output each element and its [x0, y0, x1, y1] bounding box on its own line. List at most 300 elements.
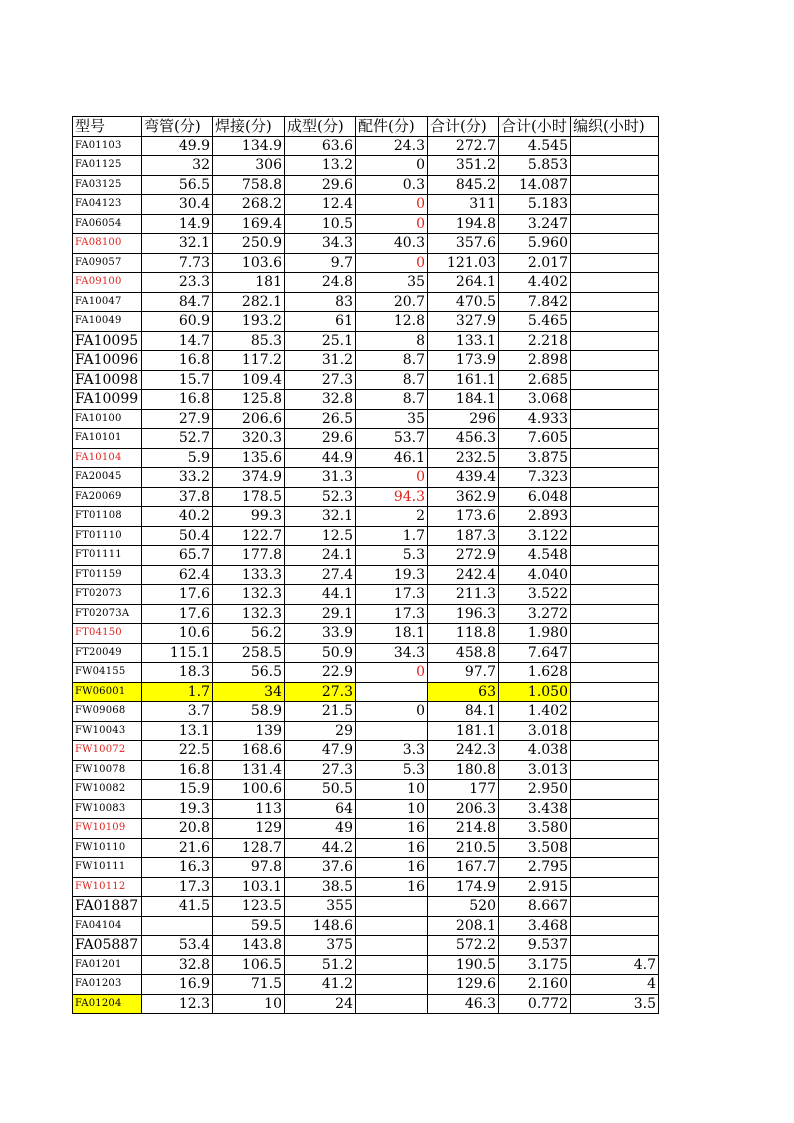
header-weaving-hours: 编织(小时) — [571, 117, 659, 137]
cell-total-hours: 3.438 — [499, 799, 571, 819]
table-row — [73, 195, 659, 215]
cell-total-hours: 2.915 — [499, 877, 571, 897]
table-row — [73, 838, 659, 858]
cell-total-min: 242.3 — [428, 741, 499, 761]
cell-total-min: 181.1 — [428, 721, 499, 741]
cell-parts: 0 — [356, 663, 428, 683]
cell-total-min: 264.1 — [428, 273, 499, 293]
cell-model: FW10072 — [73, 741, 142, 761]
cell-bending: 14.9 — [142, 214, 213, 234]
cell-model: FA01125 — [73, 156, 142, 176]
cell-parts: 16 — [356, 838, 428, 858]
cell-bending: 37.8 — [142, 487, 213, 507]
cell-forming: 29 — [285, 721, 356, 741]
cell-total-min: 242.4 — [428, 565, 499, 585]
cell-total-hours: 7.323 — [499, 468, 571, 488]
cell-model: FA10049 — [73, 312, 142, 332]
cell-total-hours: 3.247 — [499, 214, 571, 234]
cell-total-min: 211.3 — [428, 585, 499, 605]
cell-model: FW10082 — [73, 780, 142, 800]
cell-forming: 32.1 — [285, 507, 356, 527]
cell-total-min: 232.5 — [428, 448, 499, 468]
cell-weaving-hours — [571, 838, 659, 858]
cell-weaving-hours — [571, 682, 659, 702]
cell-model: FW10112 — [73, 877, 142, 897]
cell-model: FA10099 — [73, 390, 142, 410]
cell-parts — [356, 682, 428, 702]
cell-parts: 35 — [356, 273, 428, 293]
table-row — [73, 585, 659, 605]
cell-total-min: 180.8 — [428, 760, 499, 780]
cell-model: FA01204 — [73, 994, 142, 1014]
cell-total-min: 173.9 — [428, 351, 499, 371]
cell-weaving-hours — [571, 877, 659, 897]
cell-bending: 16.8 — [142, 351, 213, 371]
table-row — [73, 546, 659, 566]
cell-bending: 16.3 — [142, 858, 213, 878]
cell-bending: 15.7 — [142, 370, 213, 390]
header-forming: 成型(分) — [285, 117, 356, 137]
cell-total-hours: 3.018 — [499, 721, 571, 741]
cell-welding: 97.8 — [213, 858, 285, 878]
cell-bending: 18.3 — [142, 663, 213, 683]
cell-parts: 0 — [356, 214, 428, 234]
cell-weaving-hours — [571, 292, 659, 312]
cell-bending — [142, 916, 213, 936]
cell-weaving-hours — [571, 721, 659, 741]
cell-total-min: 362.9 — [428, 487, 499, 507]
cell-bending: 33.2 — [142, 468, 213, 488]
cell-welding: 132.3 — [213, 604, 285, 624]
header-total-min: 合计(分) — [428, 117, 499, 137]
cell-bending: 56.5 — [142, 175, 213, 195]
cell-model: FA10095 — [73, 331, 142, 351]
cell-parts: 8 — [356, 331, 428, 351]
cell-bending: 12.3 — [142, 994, 213, 1014]
cell-forming: 44.9 — [285, 448, 356, 468]
cell-weaving-hours — [571, 468, 659, 488]
cell-welding: 100.6 — [213, 780, 285, 800]
cell-welding: 125.8 — [213, 390, 285, 410]
table-row — [73, 897, 659, 917]
cell-parts: 53.7 — [356, 429, 428, 449]
cell-welding: 10 — [213, 994, 285, 1014]
cell-total-min: 173.6 — [428, 507, 499, 527]
cell-bending: 32.8 — [142, 955, 213, 975]
cell-welding: 206.6 — [213, 409, 285, 429]
table-row — [73, 390, 659, 410]
cell-welding: 169.4 — [213, 214, 285, 234]
cell-forming: 31.3 — [285, 468, 356, 488]
cell-forming: 27.3 — [285, 760, 356, 780]
cell-weaving-hours — [571, 136, 659, 156]
cell-welding: 133.3 — [213, 565, 285, 585]
cell-weaving-hours — [571, 663, 659, 683]
cell-model: FA10101 — [73, 429, 142, 449]
cell-weaving-hours: 4 — [571, 975, 659, 995]
cell-weaving-hours — [571, 643, 659, 663]
table-row — [73, 234, 659, 254]
cell-total-hours: 2.160 — [499, 975, 571, 995]
cell-parts: 34.3 — [356, 643, 428, 663]
cell-bending: 115.1 — [142, 643, 213, 663]
cell-total-hours: 9.537 — [499, 936, 571, 956]
cell-total-hours: 4.402 — [499, 273, 571, 293]
cell-bending: 17.3 — [142, 877, 213, 897]
cell-forming: 38.5 — [285, 877, 356, 897]
cell-welding: 282.1 — [213, 292, 285, 312]
cell-weaving-hours — [571, 760, 659, 780]
cell-forming: 50.5 — [285, 780, 356, 800]
cell-total-min: 129.6 — [428, 975, 499, 995]
table-row — [73, 682, 659, 702]
cell-weaving-hours — [571, 799, 659, 819]
cell-model: FA10047 — [73, 292, 142, 312]
cell-forming: 24 — [285, 994, 356, 1014]
table-row — [73, 292, 659, 312]
cell-total-min: 210.5 — [428, 838, 499, 858]
cell-model: FA08100 — [73, 234, 142, 254]
cell-welding: 99.3 — [213, 507, 285, 527]
cell-total-min: 458.8 — [428, 643, 499, 663]
cell-welding: 134.9 — [213, 136, 285, 156]
cell-forming: 375 — [285, 936, 356, 956]
cell-total-hours: 8.667 — [499, 897, 571, 917]
cell-forming: 355 — [285, 897, 356, 917]
cell-bending: 62.4 — [142, 565, 213, 585]
cell-total-hours: 3.013 — [499, 760, 571, 780]
table-row — [73, 526, 659, 546]
cell-model: FA09057 — [73, 253, 142, 273]
cell-total-hours: 3.122 — [499, 526, 571, 546]
cell-model: FA01201 — [73, 955, 142, 975]
cell-weaving-hours — [571, 331, 659, 351]
cell-bending: 21.6 — [142, 838, 213, 858]
cell-welding: 181 — [213, 273, 285, 293]
cell-parts: 19.3 — [356, 565, 428, 585]
cell-weaving-hours — [571, 409, 659, 429]
cell-forming: 27.3 — [285, 682, 356, 702]
cell-welding: 56.5 — [213, 663, 285, 683]
cell-welding: 320.3 — [213, 429, 285, 449]
header-model: 型号 — [73, 117, 142, 137]
cell-total-min: 161.1 — [428, 370, 499, 390]
cell-total-min: 196.3 — [428, 604, 499, 624]
cell-total-hours: 5.465 — [499, 312, 571, 332]
cell-parts: 46.1 — [356, 448, 428, 468]
cell-welding: 268.2 — [213, 195, 285, 215]
cell-forming: 61 — [285, 312, 356, 332]
cell-parts: 10 — [356, 799, 428, 819]
header-parts: 配件(分) — [356, 117, 428, 137]
cell-parts: 16 — [356, 819, 428, 839]
table-row — [73, 351, 659, 371]
cell-total-min: 187.3 — [428, 526, 499, 546]
cell-model: FA10098 — [73, 370, 142, 390]
cell-model: FA03125 — [73, 175, 142, 195]
cell-total-min: 845.2 — [428, 175, 499, 195]
cell-weaving-hours — [571, 858, 659, 878]
cell-parts: 0.3 — [356, 175, 428, 195]
cell-welding: 34 — [213, 682, 285, 702]
cell-bending: 23.3 — [142, 273, 213, 293]
worktime-table — [72, 116, 659, 1014]
cell-model: FT01108 — [73, 507, 142, 527]
cell-weaving-hours — [571, 780, 659, 800]
cell-parts: 3.3 — [356, 741, 428, 761]
table-row — [73, 214, 659, 234]
cell-weaving-hours — [571, 819, 659, 839]
cell-total-min: 190.5 — [428, 955, 499, 975]
cell-total-min: 184.1 — [428, 390, 499, 410]
table-row — [73, 331, 659, 351]
cell-welding: 103.1 — [213, 877, 285, 897]
cell-total-hours: 2.950 — [499, 780, 571, 800]
cell-model: FA06054 — [73, 214, 142, 234]
cell-weaving-hours — [571, 273, 659, 293]
cell-weaving-hours — [571, 370, 659, 390]
cell-welding: 129 — [213, 819, 285, 839]
table-row — [73, 156, 659, 176]
cell-parts — [356, 897, 428, 917]
cell-parts: 8.7 — [356, 370, 428, 390]
cell-bending: 5.9 — [142, 448, 213, 468]
cell-welding: 178.5 — [213, 487, 285, 507]
cell-bending: 16.9 — [142, 975, 213, 995]
cell-total-hours: 2.685 — [499, 370, 571, 390]
cell-total-min: 177 — [428, 780, 499, 800]
cell-welding: 109.4 — [213, 370, 285, 390]
cell-welding: 56.2 — [213, 624, 285, 644]
cell-welding: 193.2 — [213, 312, 285, 332]
cell-welding: 306 — [213, 156, 285, 176]
cell-parts: 0 — [356, 156, 428, 176]
table-row — [73, 409, 659, 429]
cell-welding: 71.5 — [213, 975, 285, 995]
cell-welding: 123.5 — [213, 897, 285, 917]
cell-weaving-hours — [571, 507, 659, 527]
cell-total-hours: 4.038 — [499, 741, 571, 761]
cell-total-hours: 1.628 — [499, 663, 571, 683]
table-row — [73, 253, 659, 273]
cell-forming: 24.1 — [285, 546, 356, 566]
table-row — [73, 429, 659, 449]
cell-total-hours: 3.068 — [499, 390, 571, 410]
cell-bending: 17.6 — [142, 604, 213, 624]
cell-weaving-hours — [571, 487, 659, 507]
cell-total-min: 214.8 — [428, 819, 499, 839]
cell-parts: 18.1 — [356, 624, 428, 644]
cell-total-hours: 3.522 — [499, 585, 571, 605]
cell-model: FW10111 — [73, 858, 142, 878]
cell-total-hours: 2.218 — [499, 331, 571, 351]
cell-welding: 131.4 — [213, 760, 285, 780]
cell-welding: 128.7 — [213, 838, 285, 858]
cell-forming: 10.5 — [285, 214, 356, 234]
cell-welding: 117.2 — [213, 351, 285, 371]
cell-weaving-hours — [571, 253, 659, 273]
cell-total-min: 456.3 — [428, 429, 499, 449]
cell-bending: 84.7 — [142, 292, 213, 312]
cell-total-min: 208.1 — [428, 916, 499, 936]
header-row — [73, 117, 659, 137]
cell-total-hours: 4.933 — [499, 409, 571, 429]
table-row — [73, 936, 659, 956]
cell-forming: 9.7 — [285, 253, 356, 273]
cell-forming: 51.2 — [285, 955, 356, 975]
table-row — [73, 780, 659, 800]
cell-weaving-hours — [571, 195, 659, 215]
cell-bending: 27.9 — [142, 409, 213, 429]
cell-total-min: 470.5 — [428, 292, 499, 312]
cell-model: FT02073A — [73, 604, 142, 624]
table-row — [73, 663, 659, 683]
cell-total-min: 174.9 — [428, 877, 499, 897]
cell-weaving-hours — [571, 175, 659, 195]
cell-model: FW10043 — [73, 721, 142, 741]
cell-total-min: 357.6 — [428, 234, 499, 254]
cell-forming: 29.1 — [285, 604, 356, 624]
cell-forming: 47.9 — [285, 741, 356, 761]
table-row — [73, 565, 659, 585]
table-row — [73, 136, 659, 156]
cell-model: FW06001 — [73, 682, 142, 702]
cell-total-min: 520 — [428, 897, 499, 917]
table-row — [73, 702, 659, 722]
cell-model: FA04123 — [73, 195, 142, 215]
cell-weaving-hours — [571, 214, 659, 234]
cell-model: FW04155 — [73, 663, 142, 683]
cell-total-hours: 3.468 — [499, 916, 571, 936]
cell-forming: 32.8 — [285, 390, 356, 410]
cell-parts: 5.3 — [356, 760, 428, 780]
cell-welding: 122.7 — [213, 526, 285, 546]
cell-model: FA04104 — [73, 916, 142, 936]
cell-bending: 20.8 — [142, 819, 213, 839]
cell-weaving-hours — [571, 429, 659, 449]
table-row — [73, 273, 659, 293]
cell-total-hours: 3.580 — [499, 819, 571, 839]
table-row — [73, 819, 659, 839]
cell-weaving-hours — [571, 351, 659, 371]
cell-forming: 33.9 — [285, 624, 356, 644]
cell-bending: 50.4 — [142, 526, 213, 546]
cell-weaving-hours: 3.5 — [571, 994, 659, 1014]
cell-model: FA01203 — [73, 975, 142, 995]
table-row — [73, 994, 659, 1014]
cell-total-hours: 6.048 — [499, 487, 571, 507]
cell-parts: 12.8 — [356, 312, 428, 332]
cell-forming: 34.3 — [285, 234, 356, 254]
cell-bending: 49.9 — [142, 136, 213, 156]
cell-total-hours: 4.548 — [499, 546, 571, 566]
cell-total-hours: 3.272 — [499, 604, 571, 624]
cell-parts: 24.3 — [356, 136, 428, 156]
cell-forming: 29.6 — [285, 429, 356, 449]
cell-parts: 16 — [356, 858, 428, 878]
cell-model: FT02073 — [73, 585, 142, 605]
cell-welding: 168.6 — [213, 741, 285, 761]
cell-forming: 21.5 — [285, 702, 356, 722]
cell-forming: 49 — [285, 819, 356, 839]
cell-parts: 10 — [356, 780, 428, 800]
cell-total-hours: 1.402 — [499, 702, 571, 722]
cell-bending: 30.4 — [142, 195, 213, 215]
cell-bending: 16.8 — [142, 390, 213, 410]
cell-forming: 25.1 — [285, 331, 356, 351]
cell-parts: 5.3 — [356, 546, 428, 566]
cell-model: FW10110 — [73, 838, 142, 858]
cell-weaving-hours — [571, 448, 659, 468]
cell-parts: 17.3 — [356, 604, 428, 624]
table-row — [73, 604, 659, 624]
cell-forming: 83 — [285, 292, 356, 312]
cell-forming: 27.4 — [285, 565, 356, 585]
cell-total-min: 84.1 — [428, 702, 499, 722]
cell-weaving-hours — [571, 702, 659, 722]
cell-parts: 0 — [356, 702, 428, 722]
cell-total-hours: 2.795 — [499, 858, 571, 878]
cell-parts: 17.3 — [356, 585, 428, 605]
table-body — [73, 136, 659, 1014]
cell-bending: 53.4 — [142, 936, 213, 956]
table-row — [73, 955, 659, 975]
cell-total-hours: 1.980 — [499, 624, 571, 644]
cell-weaving-hours — [571, 936, 659, 956]
cell-model: FT01110 — [73, 526, 142, 546]
header-total-hours: 合计(小时 — [499, 117, 571, 137]
cell-welding: 258.5 — [213, 643, 285, 663]
cell-model: FT04150 — [73, 624, 142, 644]
cell-parts — [356, 916, 428, 936]
cell-welding: 132.3 — [213, 585, 285, 605]
cell-welding: 113 — [213, 799, 285, 819]
cell-total-min: 167.7 — [428, 858, 499, 878]
cell-model: FW10078 — [73, 760, 142, 780]
cell-total-hours: 4.040 — [499, 565, 571, 585]
cell-total-min: 272.9 — [428, 546, 499, 566]
table-row — [73, 858, 659, 878]
cell-forming: 22.9 — [285, 663, 356, 683]
cell-forming: 50.9 — [285, 643, 356, 663]
cell-model: FA10096 — [73, 351, 142, 371]
cell-total-min: 133.1 — [428, 331, 499, 351]
cell-model: FT01111 — [73, 546, 142, 566]
cell-model: FA01103 — [73, 136, 142, 156]
cell-bending: 40.2 — [142, 507, 213, 527]
cell-total-hours: 1.050 — [499, 682, 571, 702]
cell-bending: 65.7 — [142, 546, 213, 566]
cell-bending: 13.1 — [142, 721, 213, 741]
cell-bending: 7.73 — [142, 253, 213, 273]
cell-bending: 52.7 — [142, 429, 213, 449]
cell-total-min: 327.9 — [428, 312, 499, 332]
cell-total-hours: 14.087 — [499, 175, 571, 195]
cell-bending: 14.7 — [142, 331, 213, 351]
cell-total-min: 118.8 — [428, 624, 499, 644]
cell-forming: 44.1 — [285, 585, 356, 605]
cell-forming: 41.2 — [285, 975, 356, 995]
table-row — [73, 799, 659, 819]
cell-welding: 139 — [213, 721, 285, 741]
cell-forming: 63.6 — [285, 136, 356, 156]
cell-bending: 15.9 — [142, 780, 213, 800]
cell-parts: 40.3 — [356, 234, 428, 254]
cell-parts — [356, 994, 428, 1014]
cell-parts: 1.7 — [356, 526, 428, 546]
table-row — [73, 975, 659, 995]
cell-parts: 0 — [356, 468, 428, 488]
